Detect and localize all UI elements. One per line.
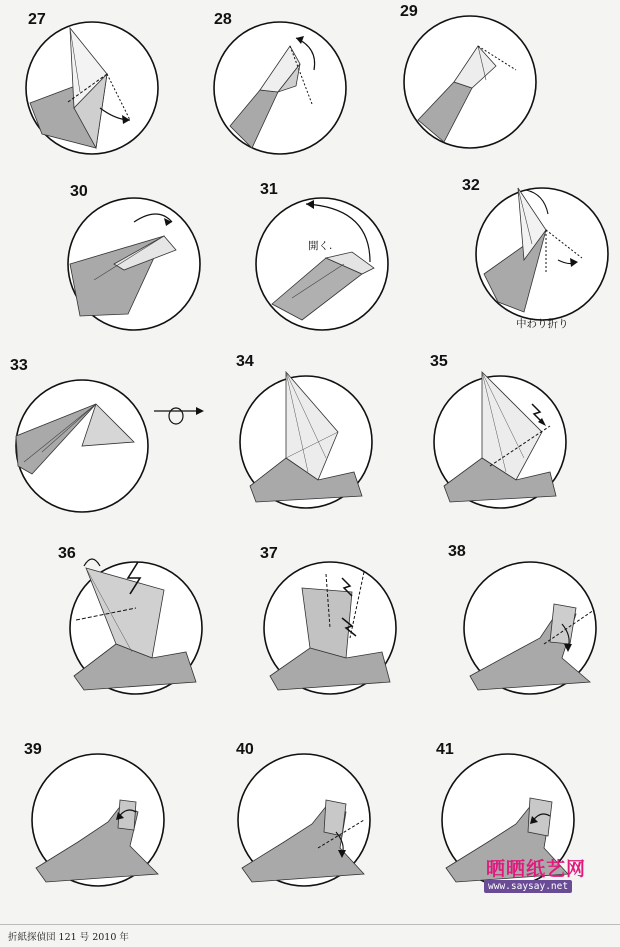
step-38 [448, 543, 610, 708]
watermark-site-name: 晒晒纸艺网 [486, 858, 587, 880]
step-number: 34 [236, 353, 254, 370]
step-34 [226, 353, 386, 522]
step-30-drawing [54, 184, 214, 344]
step-27-drawing [12, 8, 172, 168]
turn-over-icon [150, 397, 208, 431]
step-32-drawing [462, 174, 620, 334]
watermark-url: www.saysay.net [484, 880, 572, 893]
step-number: 30 [70, 183, 88, 200]
step-36 [56, 545, 216, 708]
step-number: 31 [260, 181, 278, 198]
step-27 [12, 8, 172, 168]
step-number: 40 [236, 741, 254, 758]
step-30 [54, 184, 214, 344]
step-33-drawing [2, 366, 162, 526]
step-37-drawing [250, 545, 410, 708]
step-28 [200, 8, 360, 168]
step-number: 32 [462, 177, 480, 194]
step-39-drawing [18, 740, 178, 900]
step-number: 39 [24, 741, 42, 758]
step-29 [390, 2, 550, 162]
step-40 [224, 740, 384, 900]
step-note: 開く. [308, 240, 333, 252]
step-number: 36 [58, 545, 76, 562]
step-36-drawing [56, 545, 216, 708]
step-34-drawing [226, 362, 386, 522]
step-note: 中わり折り [516, 318, 569, 330]
step-32 [462, 174, 620, 334]
step-33 [2, 357, 162, 526]
step-number: 33 [10, 357, 28, 374]
step-number: 28 [214, 11, 232, 28]
step-39 [18, 740, 178, 900]
step-number: 35 [430, 353, 448, 370]
step-35 [420, 353, 580, 522]
step-29-drawing [390, 2, 550, 162]
step-35-drawing [420, 362, 580, 522]
step-number: 38 [448, 543, 466, 560]
footer-divider [0, 924, 620, 925]
step-37 [250, 545, 410, 708]
step-number: 41 [436, 741, 454, 758]
step-40-drawing [224, 740, 384, 900]
step-number: 27 [28, 11, 46, 28]
step-28-drawing [200, 8, 360, 168]
step-number: 29 [400, 3, 418, 20]
step-31 [242, 181, 402, 344]
step-number: 37 [260, 545, 278, 562]
footer-text: 折紙探偵団 121 号 2010 年 [8, 932, 129, 943]
step-31-drawing [242, 181, 402, 344]
step-38-drawing [450, 548, 610, 708]
